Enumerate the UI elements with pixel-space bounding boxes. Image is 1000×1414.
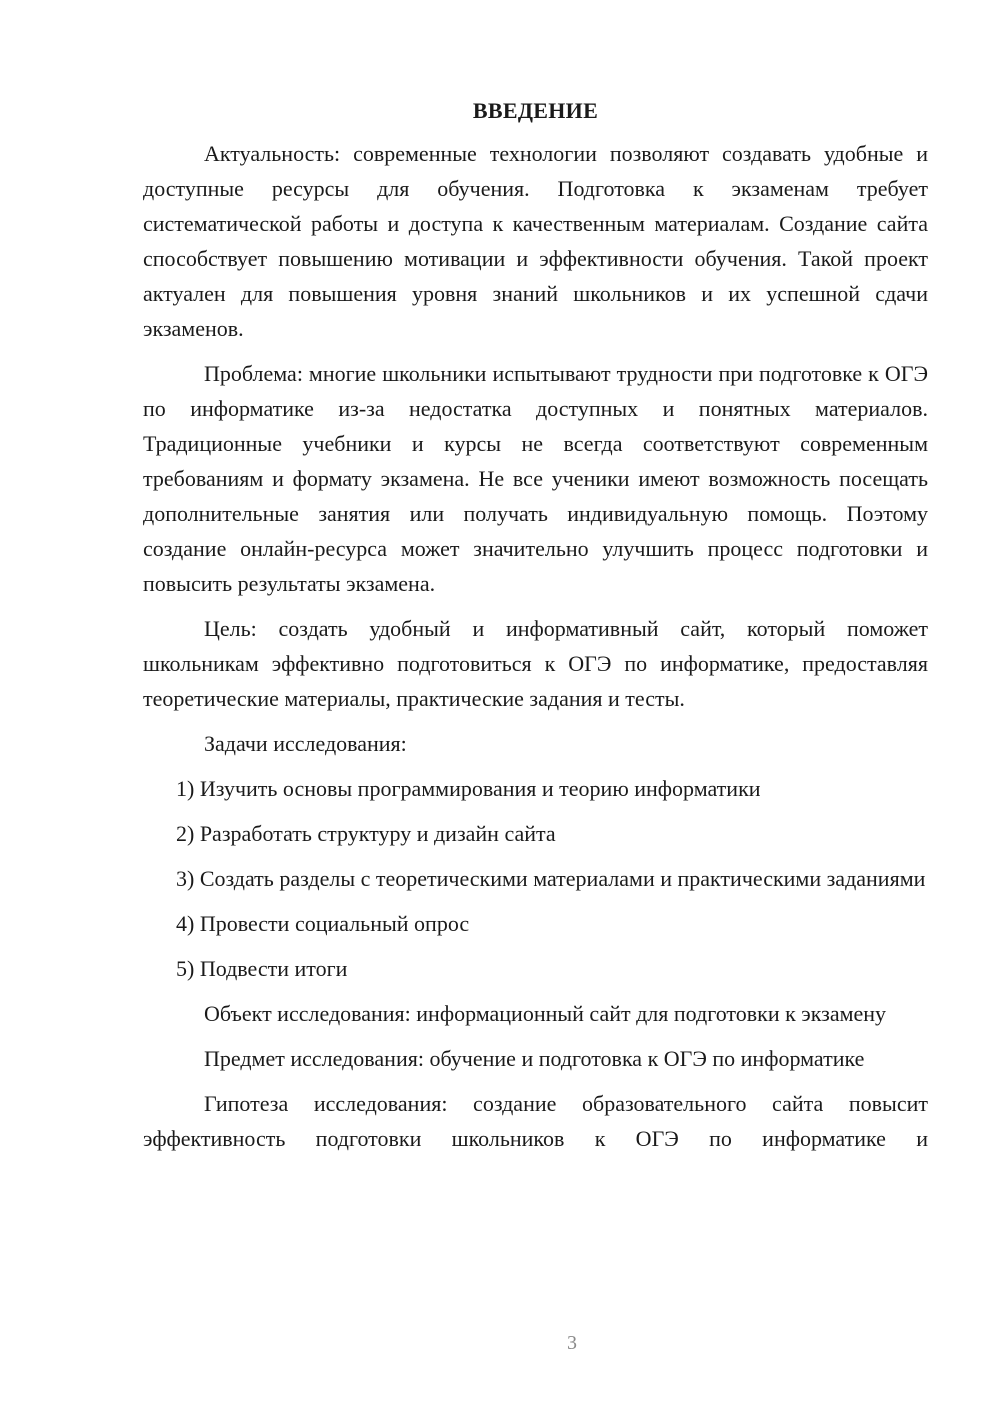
- paragraph-goal: Цель: создать удобный и информативный сайт, который поможет школьникам эффективно подготовиться к ОГЭ по информатике, предоставляя теоретические материалы, практические задания и тесты.: [143, 616, 928, 711]
- task-item-4: 4) Провести социальный опрос: [176, 911, 470, 936]
- section-title: ВВЕДЕНИЕ: [472, 98, 599, 123]
- paragraph-subject: Предмет исследования: обучение и подготовка к ОГЭ по информатике: [204, 1046, 865, 1071]
- task-item-5: 5) Подвести итоги: [176, 956, 348, 981]
- task-item-2: 2) Разработать структуру и дизайн сайта: [176, 821, 556, 846]
- task-item-3: 3) Создать разделы с теоретическими материалами и практическими заданиями: [176, 866, 926, 891]
- tasks-heading: Задачи исследования:: [204, 731, 407, 756]
- paragraph-object: Объект исследования: информационный сайт для подготовки к экзамену: [204, 1001, 887, 1026]
- paragraph-hypothesis: Гипотеза исследования: создание образовательного сайта повысит эффективность подготовки школьников к ОГЭ по информатике и: [143, 1091, 928, 1151]
- task-item-1: 1) Изучить основы программирования и теорию информатики: [176, 776, 761, 801]
- paragraph-relevance: Актуальность: современные технологии позволяют создавать удобные и доступные ресурсы для обучения. Подготовка к экзаменам требует систематической работы и доступа к качественным материалам. Создание сайта способствует повышению мотивации и эффективности обучения. Такой проект актуален для повышения уровня знаний школьников и их успешной сдачи экзаменов.: [143, 141, 928, 341]
- page-content: [143, 96, 928, 1156]
- paragraph-problem: Проблема: многие школьники испытывают трудности при подготовке к ОГЭ по информатике из-за недостатка доступных и понятных материалов. Традиционные учебники и курсы не всегда соответствуют современным требованиям и формату экзамена. Не все ученики имеют возможность посещать дополнительные занятия или получать индивидуальную помощь. Поэтому создание онлайн-ресурса может значительно улучшить процесс подготовки и повысить результаты экзамена.: [143, 361, 928, 596]
- page-number: 3: [567, 1332, 577, 1354]
